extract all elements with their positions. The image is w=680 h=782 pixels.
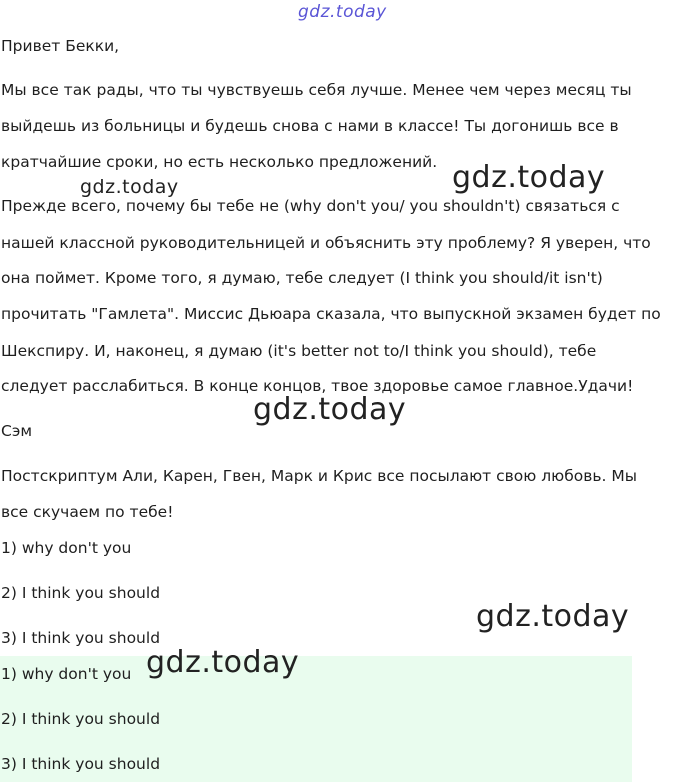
paragraph-2-line-6: следует расслабиться. В конце концов, твое здоровье самое главное.Удачи! xyxy=(1,377,634,395)
paragraph-1-line-3: кратчайшие сроки, но есть несколько предложений. xyxy=(1,153,438,171)
option-1: 1) why don't you xyxy=(1,539,132,557)
option-2: 2) I think you should xyxy=(1,584,161,602)
option-3: 3) I think you should xyxy=(1,629,161,647)
watermark-center: gdz.today xyxy=(253,392,407,427)
paragraph-1-line-2: выйдешь из больницы и будешь снова с нами в классе! Ты догонишь все в xyxy=(1,117,619,135)
paragraph-2-line-4: прочитать "Гамлета". Миссис Дьюара сказала, что выпускной экзамен будет по xyxy=(1,305,661,323)
watermark-top: gdz.today xyxy=(298,2,387,22)
watermark-right-bottom: gdz.today xyxy=(476,599,630,634)
watermark-right-top: gdz.today xyxy=(452,160,606,195)
answer-2: 2) I think you should xyxy=(1,710,161,728)
watermark-answer: gdz.today xyxy=(146,645,300,680)
answer-1: 1) why don't you xyxy=(1,665,132,683)
paragraph-2-line-3: она поймет. Кроме того, я думаю, тебе следует (I think you should/it isn't) xyxy=(1,269,603,287)
postscript-line-1: Постскриптум Али, Карен, Гвен, Марк и Крис все посылают свою любовь. Мы xyxy=(1,467,637,485)
greeting: Привет Бекки, xyxy=(1,37,120,55)
paragraph-2-line-1: Прежде всего, почему бы тебе не (why don't you/ you shouldn't) связаться с xyxy=(1,197,620,215)
postscript-line-2: все скучаем по тебе! xyxy=(1,503,174,521)
paragraph-2-line-5: Шекспиру. И, наконец, я думаю (it's better not to/I think you should), тебе xyxy=(1,342,597,360)
paragraph-2-line-2: нашей классной руководительницей и объяснить эту проблему? Я уверен, что xyxy=(1,234,651,252)
signature: Сэм xyxy=(1,422,33,440)
paragraph-1-line-1: Мы все так рады, что ты чувствуешь себя лучше. Менее чем через месяц ты xyxy=(1,81,632,99)
answer-3: 3) I think you should xyxy=(1,755,161,773)
watermark-small: gdz.today xyxy=(80,176,179,198)
